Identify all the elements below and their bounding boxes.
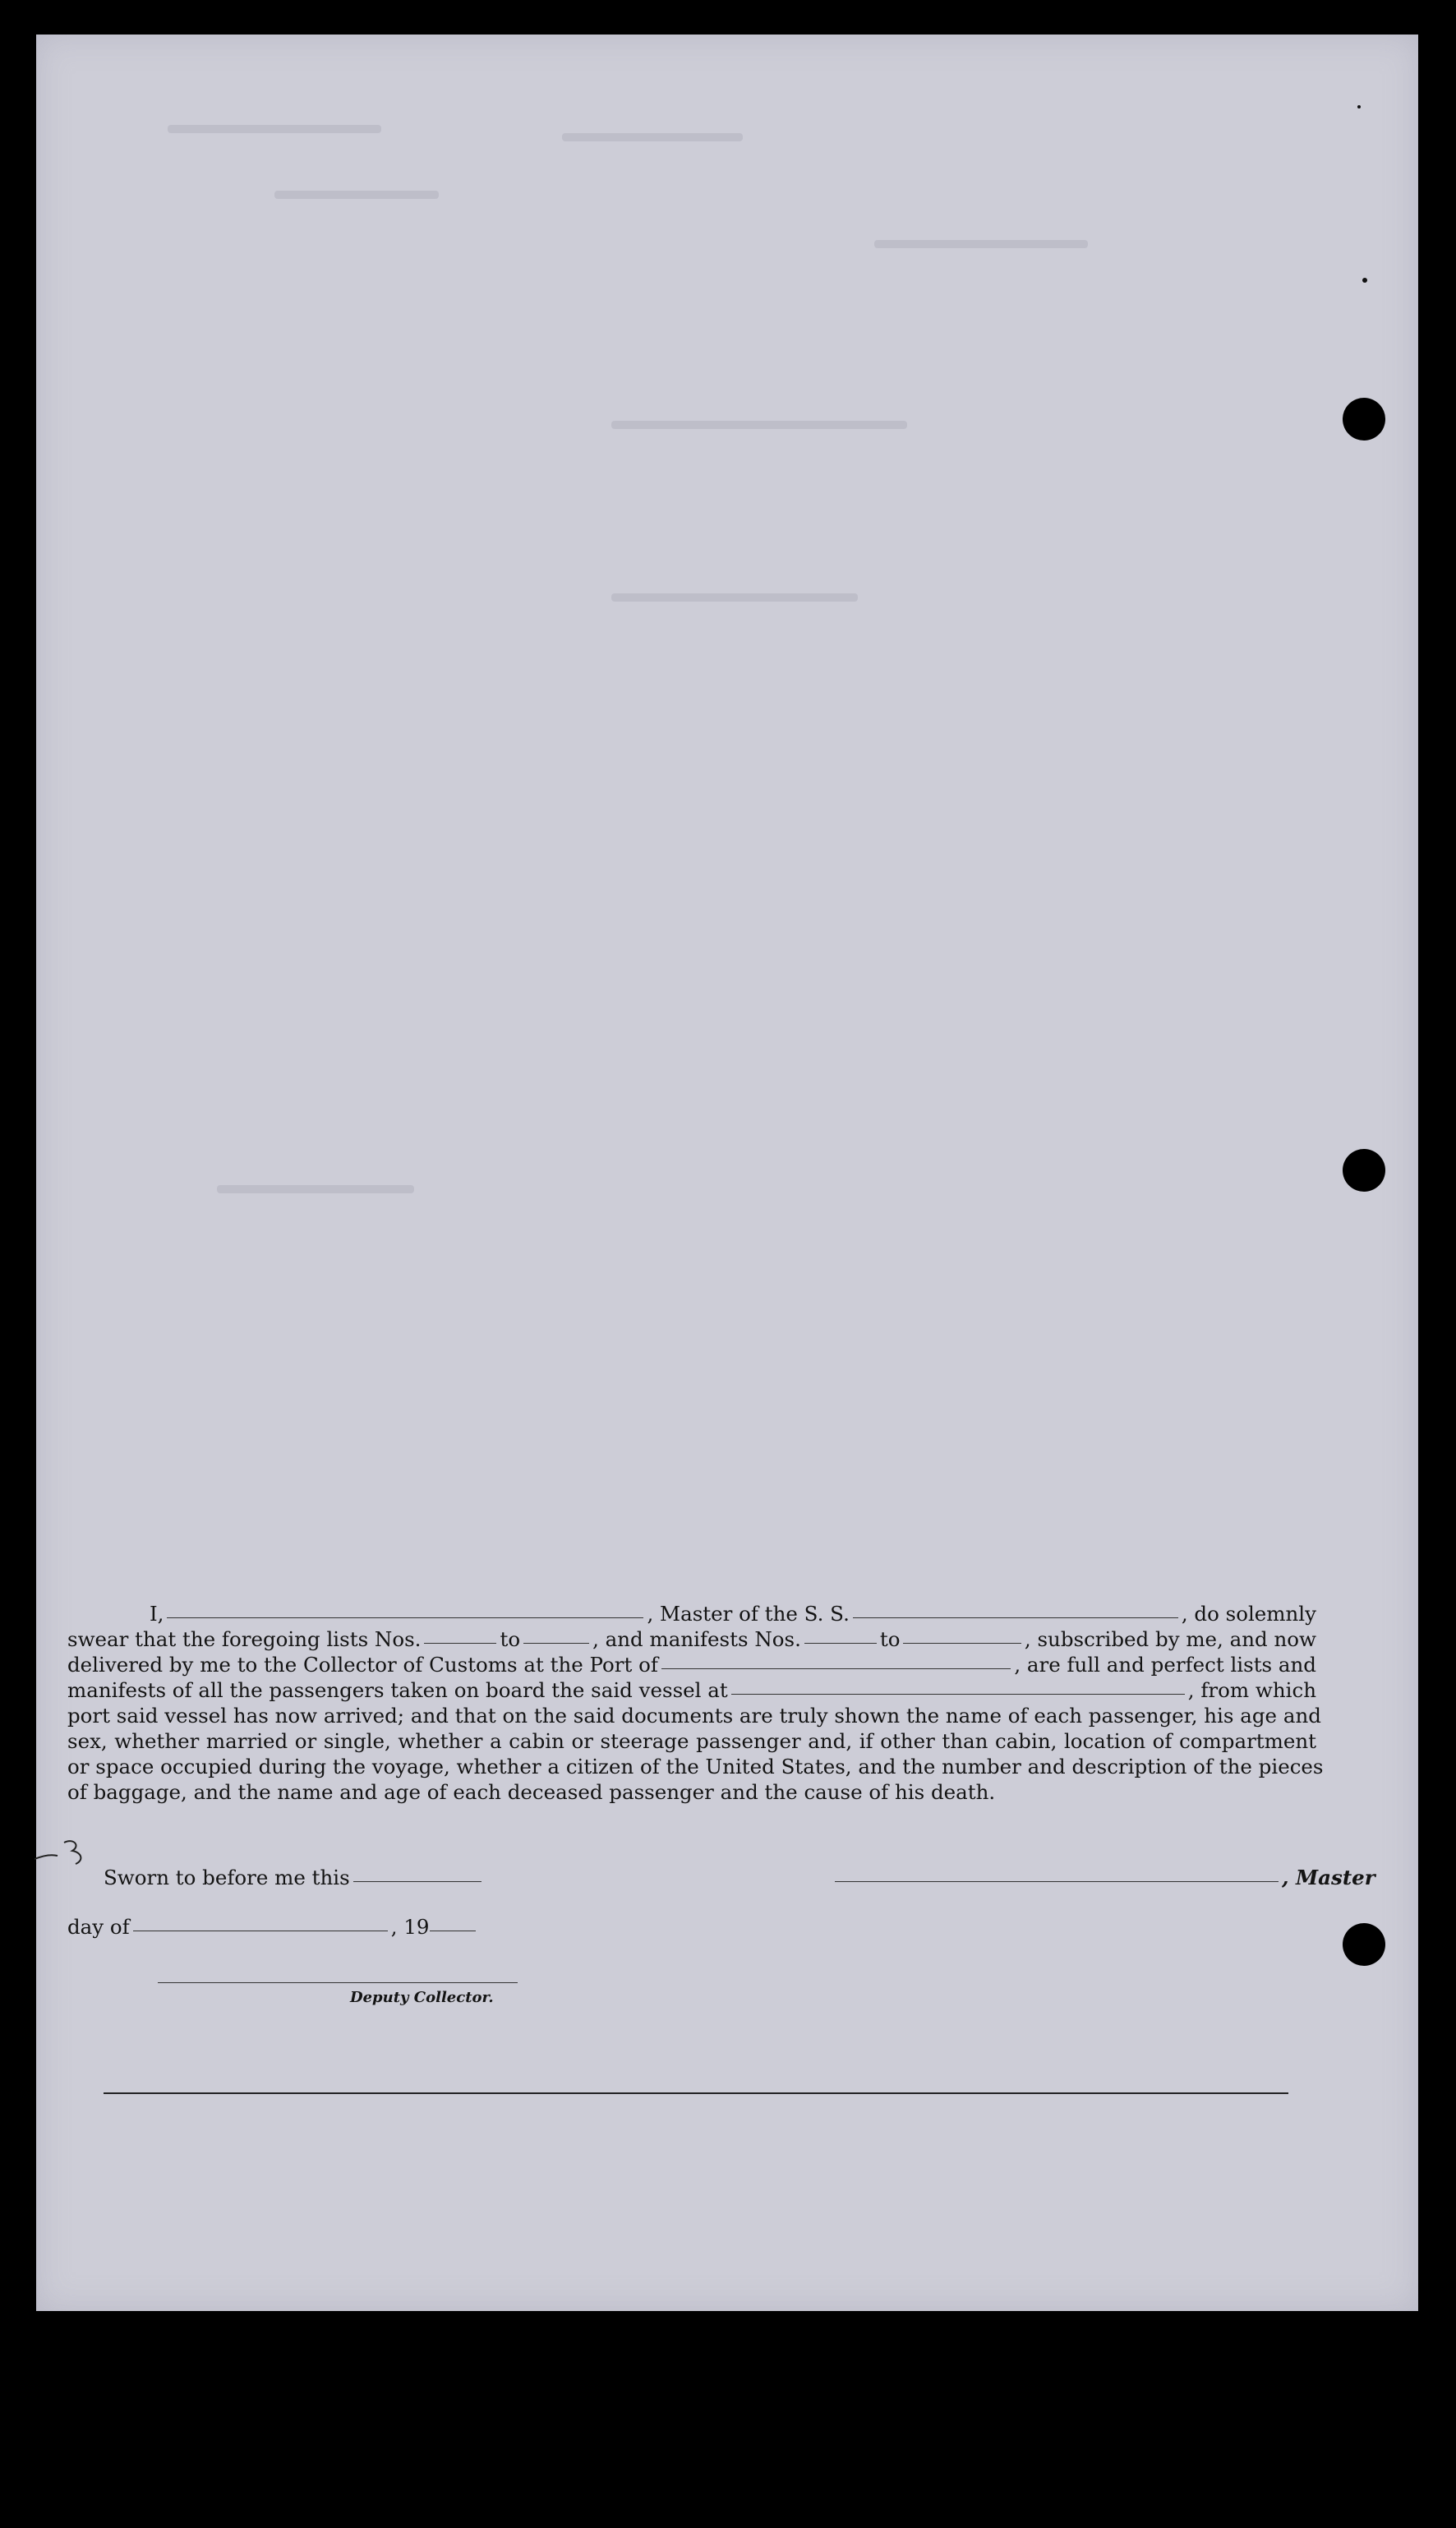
sworn-day-blank[interactable] [353, 1880, 481, 1882]
embarkation-port-blank[interactable] [731, 1693, 1185, 1695]
punch-hole [1343, 1923, 1385, 1966]
punch-hole [1343, 398, 1385, 441]
manifests-from-blank[interactable] [804, 1642, 877, 1644]
bleed-through-mark [562, 133, 743, 141]
horizontal-rule [104, 2092, 1288, 2094]
oath-to-1: to [500, 1627, 521, 1651]
bleed-through-mark [874, 240, 1088, 248]
oath-lists-nos: swear that the foregoing lists Nos. [67, 1627, 422, 1651]
bleed-through-mark [611, 593, 858, 602]
oath-line-4 [67, 1677, 1316, 1703]
bleed-through-mark [274, 191, 439, 199]
punch-hole [1343, 1149, 1385, 1192]
oath-from-which: , from which [1187, 1678, 1316, 1702]
manifests-to-blank[interactable] [903, 1642, 1021, 1644]
port-blank[interactable] [661, 1668, 1011, 1669]
speck [1357, 105, 1361, 108]
oath-line-3 [67, 1652, 1316, 1677]
bleed-through-mark [168, 125, 381, 133]
deputy-collector-signature-line[interactable] [158, 1982, 518, 1983]
oath-line-6: sex, whether married or single, whether a cabin or steerage passenger and, if other than cabin, location of compartment [67, 1729, 1316, 1753]
master-name-blank[interactable] [167, 1617, 643, 1618]
bleed-through-mark [611, 421, 907, 429]
speck [1362, 278, 1367, 283]
oath-line-1 [67, 1601, 1316, 1626]
oath-line-2 [67, 1626, 1316, 1652]
sworn-text: Sworn to before me this [104, 1866, 350, 1889]
day-of-line [67, 1915, 479, 1939]
oath-line-5: port said vessel has now arrived; and that on the said documents are truly shown the name of each passenger, his age and [67, 1704, 1321, 1728]
oath-manifests-nos: , and manifests Nos. [592, 1627, 801, 1651]
oath-subscribed: , subscribed by me, and now [1024, 1627, 1316, 1651]
oath-full-perfect: , are full and perfect lists and [1014, 1653, 1316, 1677]
year-prefix: , 19 [390, 1915, 430, 1939]
oath-i: I, [150, 1602, 164, 1626]
deputy-collector-label: Deputy Collector. [350, 1989, 494, 2006]
lists-from-blank[interactable] [424, 1642, 496, 1644]
oath-paragraph [67, 1601, 1324, 1805]
master-signature-blank[interactable] [835, 1880, 1279, 1882]
month-blank[interactable] [133, 1930, 388, 1931]
oath-master-of: , Master of the S. S. [647, 1602, 850, 1626]
handwritten-mark [33, 1834, 90, 1867]
oath-solemnly: , do solemnly [1181, 1602, 1316, 1626]
oath-delivered: delivered by me to the Collector of Customs at the Port of [67, 1653, 658, 1677]
oath-line-8: of baggage, and the name and age of each deceased passenger and the cause of his death. [67, 1780, 996, 1804]
bleed-through-mark [217, 1185, 414, 1193]
oath-manifests-all: manifests of all the passengers taken on board the said vessel at [67, 1678, 728, 1702]
master-signature-line [832, 1866, 1375, 1889]
oath-to-2: to [879, 1627, 901, 1651]
ship-name-blank[interactable] [853, 1617, 1178, 1618]
day-of-text: day of [67, 1915, 130, 1939]
master-label: , Master [1282, 1866, 1375, 1889]
oath-line-7: or space occupied during the voyage, whether a citizen of the United States, and the number and description of the pieces [67, 1755, 1324, 1778]
year-blank[interactable] [430, 1930, 476, 1931]
lists-to-blank[interactable] [523, 1642, 589, 1644]
sworn-before-line [104, 1866, 485, 1889]
document-page [36, 35, 1418, 2311]
